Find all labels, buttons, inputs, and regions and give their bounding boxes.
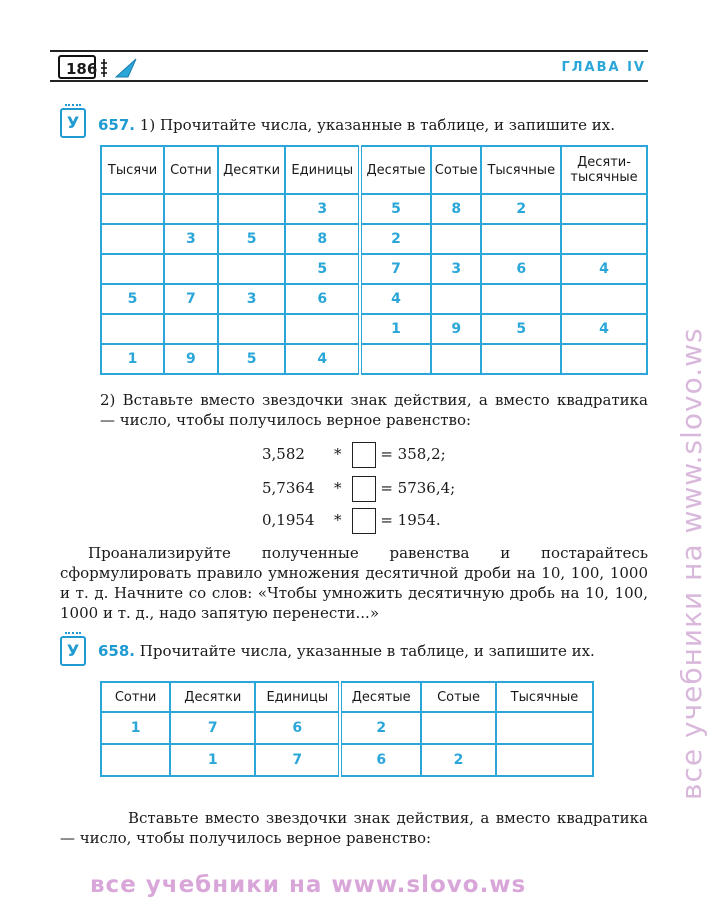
watermark-bottom: все учебники на www.slovo.ws <box>90 872 527 898</box>
table-row <box>101 284 647 314</box>
task-658-number: 658. <box>98 642 136 660</box>
table-cell <box>218 254 286 284</box>
table-cell: 7 <box>255 744 340 776</box>
task-657-part2: 2) Вставьте вместо звездочки знак действия, а вместо квадратика — число, чтобы получилось верное равенство: <box>100 391 648 429</box>
table-cell: 2 <box>481 194 561 224</box>
table-cell <box>164 314 218 344</box>
column-header: Сотые <box>431 146 482 194</box>
table-cell <box>431 344 482 374</box>
watermark-side: все учебники на www.slovo.ws <box>675 327 708 800</box>
table-cell: 5 <box>101 284 164 314</box>
table-cell: 3 <box>431 254 482 284</box>
table-cell <box>218 194 286 224</box>
table-657 <box>100 145 648 375</box>
table-cell <box>431 224 482 254</box>
task-657-text: 1) Прочитайте числа, указанные в таблице, и запишите их. <box>135 116 615 134</box>
table-row <box>101 194 647 224</box>
table-cell: 5 <box>285 254 360 284</box>
answer-box <box>352 508 376 534</box>
table-cell <box>101 254 164 284</box>
table-cell <box>101 194 164 224</box>
table-cell: 7 <box>360 254 431 284</box>
table-cell: 6 <box>481 254 561 284</box>
table-cell: 8 <box>431 194 482 224</box>
task-658-part2: Вставьте вместо звездочки знак действия, а вместо квадратика — число, чтобы получилось верное равенство: <box>60 809 648 847</box>
task-657-number: 657. <box>98 116 136 134</box>
column-header: Тысячные <box>496 682 593 712</box>
column-header: Сотни <box>164 146 218 194</box>
table-cell: 3 <box>285 194 360 224</box>
column-header: Тысячи <box>101 146 164 194</box>
column-header: Тысячные <box>481 146 561 194</box>
table-658 <box>100 681 594 777</box>
table-cell: 6 <box>255 712 340 744</box>
page-number: 186 <box>58 55 96 79</box>
table-row <box>101 712 593 744</box>
table-cell <box>360 344 431 374</box>
table-cell: 9 <box>164 344 218 374</box>
column-header: Сотни <box>101 682 170 712</box>
table-cell: 5 <box>360 194 431 224</box>
table-cell: 1 <box>101 344 164 374</box>
table-cell <box>164 194 218 224</box>
table-row <box>101 314 647 344</box>
answer-box <box>352 442 376 468</box>
table-cell: 1 <box>170 744 255 776</box>
table-cell <box>285 314 360 344</box>
table-cell: 8 <box>285 224 360 254</box>
table-row <box>101 744 593 776</box>
table-cell: 7 <box>164 284 218 314</box>
table-cell: 5 <box>218 344 286 374</box>
table-cell: 2 <box>360 224 431 254</box>
analysis-paragraph: Проанализируйте полученные равенства и постарайтесь сформулировать правило умножения десятичной дроби на 10, 100, 1000 и т. д. Начните со слов: «Чтобы умножить десятичную дробь на 10, 100, 1000 и т. д., надо запятую перенести...» <box>60 544 648 622</box>
column-header: Десяти- тысячные <box>561 146 647 194</box>
table-cell <box>101 224 164 254</box>
column-header: Единицы <box>255 682 340 712</box>
table-cell <box>101 744 170 776</box>
table-cell <box>496 712 593 744</box>
column-header: Сотые <box>421 682 496 712</box>
table-row <box>101 344 647 374</box>
table-cell <box>561 224 647 254</box>
table-cell: 1 <box>101 712 170 744</box>
table-cell <box>561 194 647 224</box>
equation-1: 3,582 * = 358,2; <box>262 442 446 468</box>
table-cell <box>481 224 561 254</box>
table-cell: 7 <box>170 712 255 744</box>
column-header: Единицы <box>285 146 360 194</box>
table-cell <box>431 284 482 314</box>
table-cell: 2 <box>340 712 421 744</box>
equation-2: 5,7364 * = 5736,4; <box>262 476 455 502</box>
table-cell <box>218 314 286 344</box>
table-cell <box>481 344 561 374</box>
table-cell: 1 <box>360 314 431 344</box>
column-header: Десятки <box>218 146 286 194</box>
table-cell: 6 <box>285 284 360 314</box>
table-cell <box>561 284 647 314</box>
table-row <box>101 254 647 284</box>
table-cell <box>561 344 647 374</box>
table-row <box>101 224 647 254</box>
table-cell: 4 <box>285 344 360 374</box>
column-header: Десятые <box>340 682 421 712</box>
task-657-heading <box>98 116 615 134</box>
table-cell <box>496 744 593 776</box>
table-cell: 2 <box>421 744 496 776</box>
table-cell: 4 <box>360 284 431 314</box>
table-cell <box>164 254 218 284</box>
table-cell: 3 <box>218 284 286 314</box>
table-cell: 4 <box>561 314 647 344</box>
equation-3: 0,1954 * = 1954. <box>262 508 441 534</box>
column-header: Десятые <box>360 146 431 194</box>
header-rule-top <box>50 50 648 52</box>
pen-nib-icon <box>100 55 140 81</box>
table-cell: 4 <box>561 254 647 284</box>
task-657-badge: У <box>60 108 86 138</box>
chapter-title: ГЛАВА IV <box>561 60 646 75</box>
answer-box <box>352 476 376 502</box>
table-cell: 5 <box>481 314 561 344</box>
task-658-heading <box>98 642 595 660</box>
table-cell: 5 <box>218 224 286 254</box>
column-header: Десятки <box>170 682 255 712</box>
table-cell: 6 <box>340 744 421 776</box>
task-658-text: Прочитайте числа, указанные в таблице, и запишите их. <box>135 642 595 660</box>
table-cell <box>101 314 164 344</box>
table-cell: 9 <box>431 314 482 344</box>
table-cell <box>481 284 561 314</box>
task-658-badge: У <box>60 636 86 666</box>
table-cell <box>421 712 496 744</box>
table-cell: 3 <box>164 224 218 254</box>
